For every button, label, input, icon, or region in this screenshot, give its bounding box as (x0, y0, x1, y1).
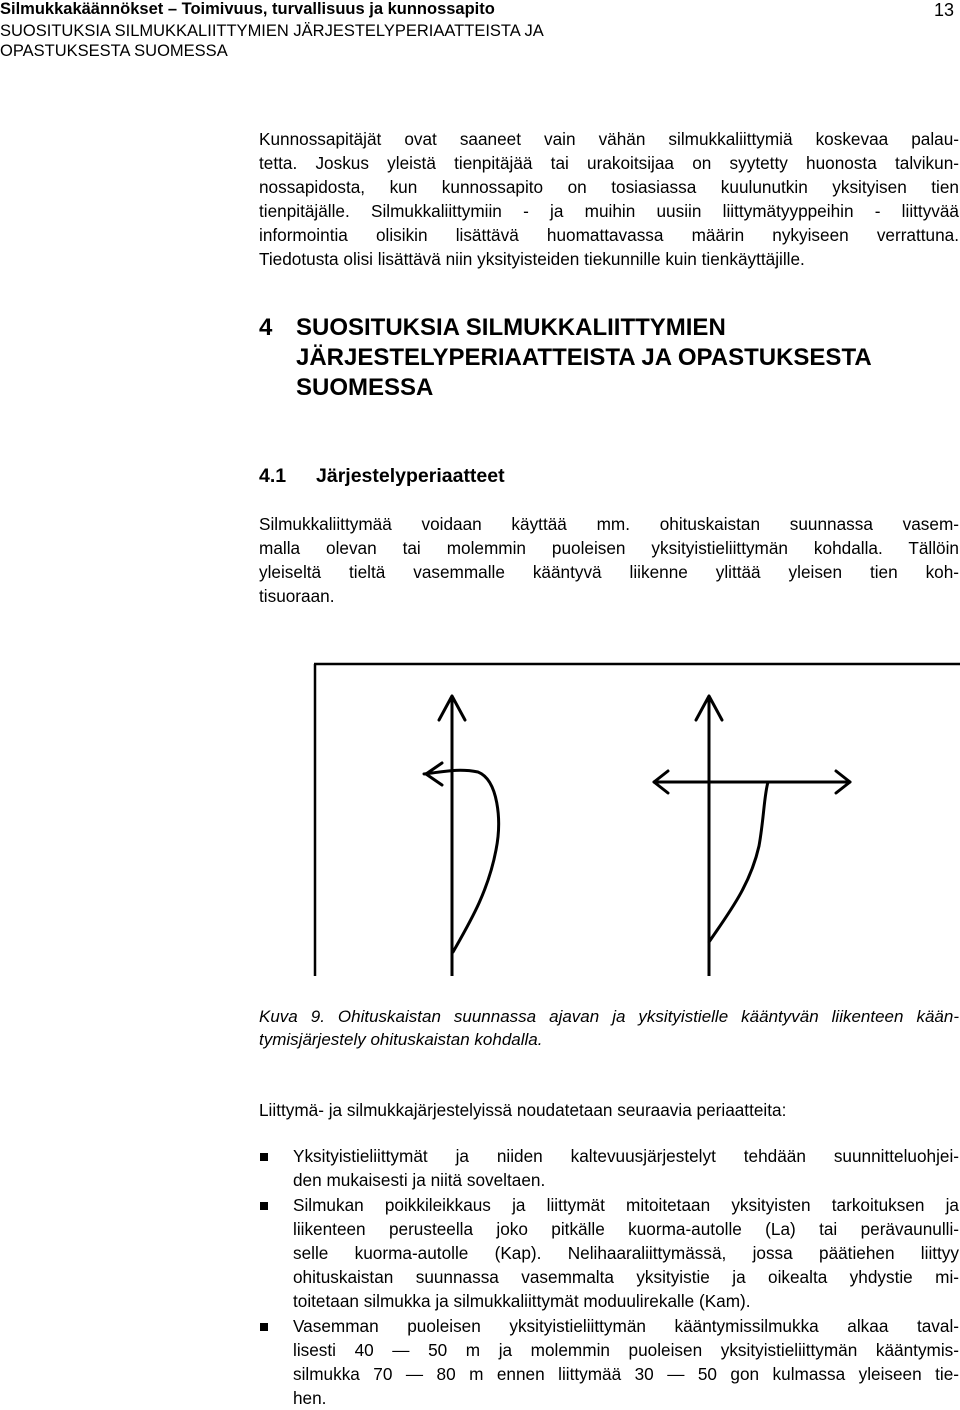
list-item-line: Silmukan poikkileikkaus ja liittymät mitoitetaan yksityisten tarkoituksen ja (293, 1195, 959, 1215)
caption-line: tymisjärjestely ohituskaistan kohdalla. (259, 1030, 543, 1049)
list-item-line: liikenteen perusteella joko pitkälle kuorma-autolle (La) tai perävaunulli- (293, 1219, 959, 1239)
list-item-line: toitetaan silmukka ja silmukkaliittymät moduulirekalle (Kam). (293, 1291, 751, 1311)
list-item-line: Yksityistieliittymät ja niiden kaltevuusjärjestelyt tehdään suunnitteluohjei- (293, 1146, 959, 1166)
paragraph-line: Tiedotusta olisi lisättävä niin yksityisteiden tiekunnille kuin tienkäyttäjille. (259, 249, 805, 269)
running-head (0, 21, 860, 61)
paragraph-line: nossapidosta, kun kunnossapito on tosiasiassa kuulunutkin yksityisen tien (259, 177, 959, 197)
section-title-line-2: JÄRJESTELYPERIAATTEISTA JA OPASTUKSESTA (296, 344, 872, 371)
principles-intro: Liittymä- ja silmukkajärjestelyissä noudatetaan seuraavia periaatteita: (259, 1100, 787, 1120)
running-head-line-1: SUOSITUKSIA SILMUKKALIITTYMIEN JÄRJESTELYPERIAATTEISTA JA (0, 22, 544, 40)
paragraph-line: malla olevan tai molemmin puoleisen yksityistieliittymän kohdalla. Tällöin (259, 538, 959, 558)
list-item (259, 1193, 959, 1313)
square-bullet-icon (260, 1153, 268, 1161)
section-number: 4 (259, 314, 273, 341)
figure-turning-arrangement (312, 660, 960, 976)
list-item (259, 1314, 959, 1410)
paragraph-line: yleiseltä tieltä vasemmalle kääntyvä liikenne ylittää yleisen tien koh- (259, 562, 959, 582)
paragraph-line: Kunnossapitäjät ovat saaneet vain vähän silmukkaliittymiä koskevaa palau- (259, 129, 959, 149)
list-item (259, 1144, 959, 1192)
section-title-line-1: SUOSITUKSIA SILMUKKALIITTYMIEN (296, 314, 726, 341)
list-item-line: den mukaisesti ja niitä soveltaen. (293, 1170, 546, 1190)
list-item-line: selle kuorma-autolle (Kap). Nelihaaraliittymässä, jossa päätiehen liittyy (293, 1243, 959, 1263)
list-item-line: Vasemman puoleisen yksityistieliittymän kääntymissilmukka alkaa taval- (293, 1316, 959, 1336)
list-item-line: hen. (293, 1388, 327, 1408)
subsection-paragraph (259, 512, 959, 608)
left-arrow-diagram (424, 696, 499, 976)
report-title: Silmukkakäännökset – Toimivuus, turvallisuus ja kunnossapito (0, 0, 495, 18)
caption-line (259, 1005, 959, 1028)
list-item-line: ohituskaistan suunnassa vasemmalta yksityistie ja oikealta yhdystie mi- (293, 1267, 959, 1287)
paragraph-line: tienpitäjälle. Silmukkaliittymiin - ja muihin uusiin liittymätyyppeihin - liittyvää (259, 201, 959, 221)
paragraph-line: tetta. Joskus yleistä tienpitäjää tai urakoitsijaa on syytetty huonosta talvikun- (259, 153, 959, 173)
figure-frame (314, 664, 960, 976)
right-arrow-diagram (654, 696, 850, 976)
subsection-number: 4.1 (259, 465, 287, 487)
running-head-line-2: OPASTUKSESTA SUOMESSA (0, 42, 228, 60)
paragraph-line: informointia olisikin lisättävä huomattavassa määrin nykyiseen verrattuna. (259, 225, 959, 245)
figure-caption (259, 1005, 959, 1051)
principles-list (259, 1144, 959, 1410)
section-title (296, 313, 960, 403)
paragraph-line: tisuoraan. (259, 586, 335, 606)
square-bullet-icon (260, 1202, 268, 1210)
caption-text: Ohituskaistan suunnassa ajavan ja yksityistielle kääntyvän liikenteen kään- (324, 1007, 959, 1026)
intro-paragraph (259, 127, 959, 271)
list-item-line: silmukka 70 — 80 m ennen liittymää 30 — 50 gon kulmassa yleiseen tie- (293, 1364, 959, 1384)
page-number: 13 (933, 0, 954, 20)
paragraph-line: Silmukkaliittymää voidaan käyttää mm. ohituskaistan suunnassa vasem- (259, 514, 959, 534)
list-item-line: lisesti 40 — 50 m ja molemmin puoleisen yksityistieliittymän kääntymis- (293, 1340, 959, 1360)
square-bullet-icon (260, 1323, 268, 1331)
figure-drawing (312, 660, 960, 976)
subsection-title: Järjestelyperiaatteet (316, 465, 505, 487)
section-title-line-3: SUOMESSA (296, 374, 434, 401)
caption-label: Kuva 9. (259, 1007, 325, 1026)
